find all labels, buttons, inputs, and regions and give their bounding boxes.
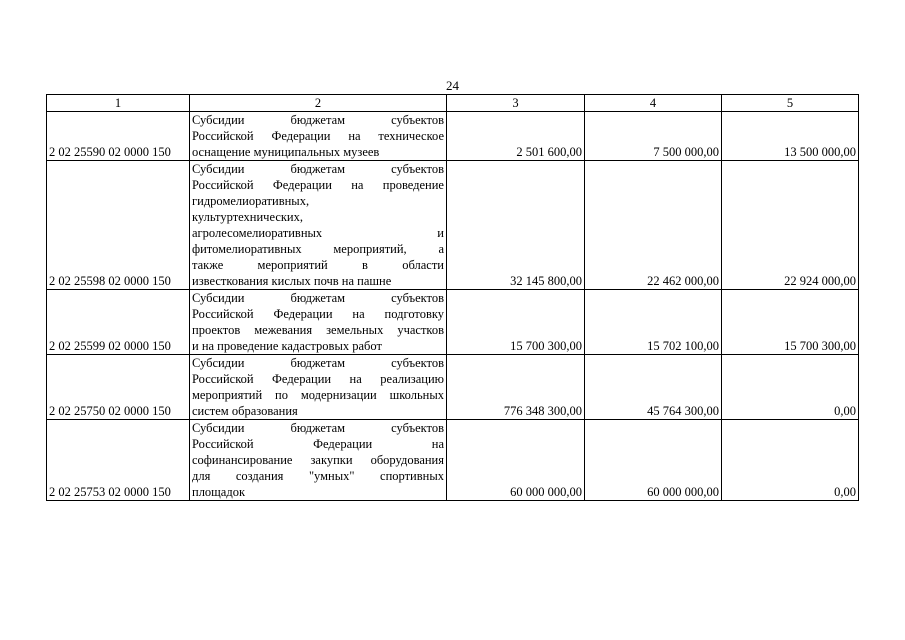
description-line: Российской Федерации на проведение	[192, 178, 444, 192]
column-header: 4	[585, 95, 722, 112]
amount-col-5-cell: 15 700 300,00	[722, 290, 859, 355]
header-row	[47, 95, 859, 112]
amount-col-3-cell: 32 145 800,00	[447, 161, 585, 290]
budget-code-cell: 2 02 25590 02 0000 150	[47, 112, 190, 161]
column-header: 5	[722, 95, 859, 112]
description-line: также мероприятий в области	[192, 258, 444, 272]
amount-col-4-cell: 60 000 000,00	[585, 420, 722, 501]
description-cell	[190, 420, 447, 501]
description-cell	[190, 161, 447, 290]
column-header: 2	[190, 95, 447, 112]
description-line: Субсидии бюджетам субъектов	[192, 421, 444, 435]
description-line: Субсидии бюджетам субъектов	[192, 356, 444, 370]
amount-col-4-cell: 7 500 000,00	[585, 112, 722, 161]
description-line: фитомелиоративных мероприятий, а	[192, 242, 444, 256]
amount-col-5-cell: 0,00	[722, 355, 859, 420]
description-line: систем образования	[192, 404, 298, 418]
table-body	[47, 112, 859, 501]
table-row	[47, 161, 859, 290]
description-cell	[190, 355, 447, 420]
budget-code-cell: 2 02 25598 02 0000 150	[47, 161, 190, 290]
description-line: Российской Федерации на	[192, 437, 444, 451]
amount-col-5-cell: 13 500 000,00	[722, 112, 859, 161]
description-line: Российской Федерации на подготовку	[192, 307, 444, 321]
budget-table	[46, 94, 859, 501]
amount-col-5-cell: 22 924 000,00	[722, 161, 859, 290]
amount-col-3-cell: 2 501 600,00	[447, 112, 585, 161]
description-line: мероприятий по модернизации школьных	[192, 388, 444, 402]
amount-col-4-cell: 22 462 000,00	[585, 161, 722, 290]
amount-col-4-cell: 45 764 300,00	[585, 355, 722, 420]
description-cell	[190, 112, 447, 161]
table-row	[47, 420, 859, 501]
table-row	[47, 112, 859, 161]
budget-code-cell: 2 02 25750 02 0000 150	[47, 355, 190, 420]
table-row	[47, 290, 859, 355]
page-number: 24	[446, 78, 459, 93]
description-line: Российской Федерации на техническое	[192, 129, 444, 143]
column-header: 3	[447, 95, 585, 112]
amount-col-3-cell: 15 700 300,00	[447, 290, 585, 355]
description-line: Субсидии бюджетам субъектов	[192, 291, 444, 305]
budget-code-cell: 2 02 25753 02 0000 150	[47, 420, 190, 501]
amount-col-4-cell: 15 702 100,00	[585, 290, 722, 355]
description-line: проектов межевания земельных участков	[192, 323, 444, 337]
description-line: софинансирование закупки оборудования	[192, 453, 444, 467]
description-line: известкования кислых почв на пашне	[192, 274, 392, 288]
column-header: 1	[47, 95, 190, 112]
description-line: площадок	[192, 485, 246, 499]
description-line: оснащение муниципальных музеев	[192, 145, 380, 159]
description-line: культуртехнических,	[192, 210, 303, 224]
description-line: и на проведение кадастровых работ	[192, 339, 382, 353]
amount-col-3-cell: 60 000 000,00	[447, 420, 585, 501]
description-line: Субсидии бюджетам субъектов	[192, 162, 444, 176]
description-cell	[190, 290, 447, 355]
budget-code-cell: 2 02 25599 02 0000 150	[47, 290, 190, 355]
amount-col-5-cell: 0,00	[722, 420, 859, 501]
description-line: Субсидии бюджетам субъектов	[192, 113, 444, 127]
description-line: гидромелиоративных,	[192, 194, 310, 208]
amount-col-3-cell: 776 348 300,00	[447, 355, 585, 420]
table-row	[47, 355, 859, 420]
description-line: для создания "умных" спортивных	[192, 469, 444, 483]
description-line: агролесомелиоративных и	[192, 226, 444, 240]
description-line: Российской Федерации на реализацию	[192, 372, 444, 386]
